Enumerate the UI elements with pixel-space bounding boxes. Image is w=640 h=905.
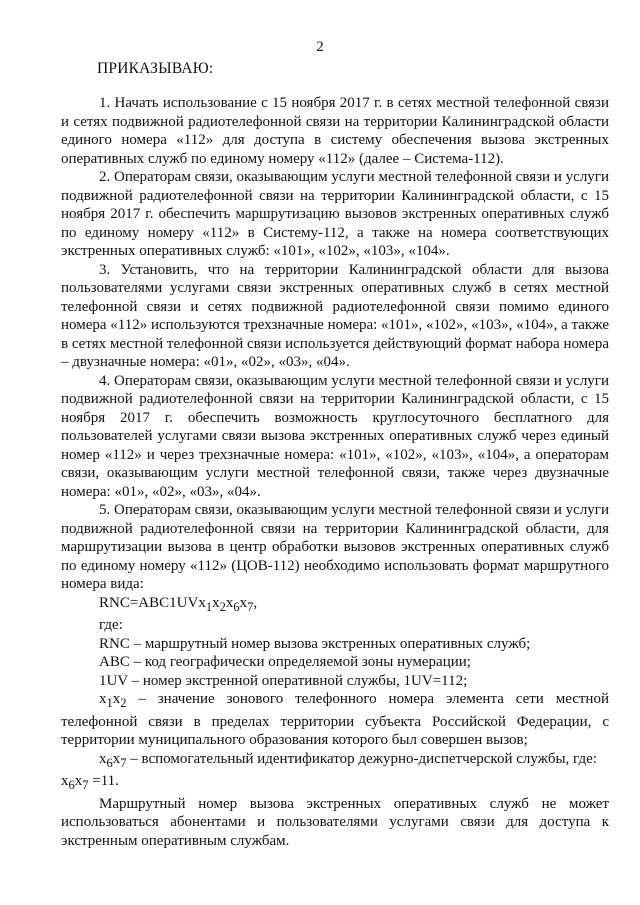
definition-abc: ABC – код географически определяемой зоны нумерации; (99, 654, 471, 670)
paragraph-4: 4. Операторам связи, оказывающим услуги местной телефонной связи и услуги подвижной радиотелефонной связи на территории Калининградской области, с 15 ноября 2017 г. обеспечить возможность круглосуточного бесплатного для пользователей услугами связи вызова экстренных оперативных служб через единый номер «112» и через трехзначные номера: «101», «102», «103», «104», а операторам связи, оказывающим услуги местной телефонной связи, также через двузначные номера: «01», «02», «03», «04». (61, 372, 609, 500)
definition-x6x7: $x_6x_7$ – вспомогательный идентификатор дежурно-диспетчерской службы, где: (99, 750, 597, 770)
paragraph-2: 2. Операторам связи, оказывающим услуги местной телефонной связи и услуги подвижной радиотелефонной связи на территории Калининградской области, с 15 ноября 2017 г. обеспечить маршрутизацию вызовов экстренных оперативных служб по единому номеру «112» в Систему-112, а также на номера соответствующих экстренных оперативных служб: «101», «102», «103», «104». (61, 169, 609, 259)
paragraph-5: 5. Операторам связи, оказывающим услуги местной телефонной связи и услуги подвижной радиотелефонной связи на территории Калининградской области, для маршрутизации вызова в центр обработки вызовов экстренных оперативных служб по единому номеру «112» (ЦОВ-112) необходимо использовать формат маршрутного номера вида: (61, 502, 609, 592)
page-number: 2 (316, 39, 324, 55)
order-heading: ПРИКАЗЫВАЮ: (97, 60, 214, 77)
definition-x6x7-value: $x_6x_7 =11$. (61, 773, 119, 792)
paragraph-1: 1. Начать использование с 15 ноября 2017 г. в сетях местной телефонной связи и сетях подвижной радиотелефонной связи на территории Калининградской области единого номера «112» для доступа в систему обеспечения вызова экстренных оперативных служб по единому номеру «112» (далее – Система-112). (61, 95, 609, 167)
paragraph-3: 3. Установить, что на территории Калининградской области для вызова пользователями услугами связи экстренных оперативных служб в сетях местной телефонной связи и сетях подвижной радиотелефонной связи помимо единого номера «112» используются трехзначные номера: «101», «102», «103», «104», а также в сетях местной телефонной связи используется действующий формат набора номера – двузначные номера: «01», «02», «03», «04». (61, 261, 609, 370)
definition-uv: 1UV – номер экстренной оперативной службы, 1UV=112; (99, 672, 468, 689)
routing-number-formula: $RNC=ABC1UVx_1x_2x_6x_7$, (99, 594, 258, 614)
order-body (61, 94, 609, 850)
definition-rnc: RNC – маршрутный номер вызова экстренных оперативных служб; (99, 635, 531, 652)
definition-x1x2: $x_1x_2$ – значение зонового телефонного номера элемента сети местной телефонной связи в пределах территории субъекта Российской Федерации, с территории муниципального образования которого был совершен вызов; (61, 691, 609, 748)
final-paragraph: Маршрутный номер вызова экстренных оперативных служб не может использоваться абонентами и пользователями услугами связи для доступа к экстренным оперативным службам. (61, 795, 609, 849)
where-label: где: (99, 617, 123, 633)
